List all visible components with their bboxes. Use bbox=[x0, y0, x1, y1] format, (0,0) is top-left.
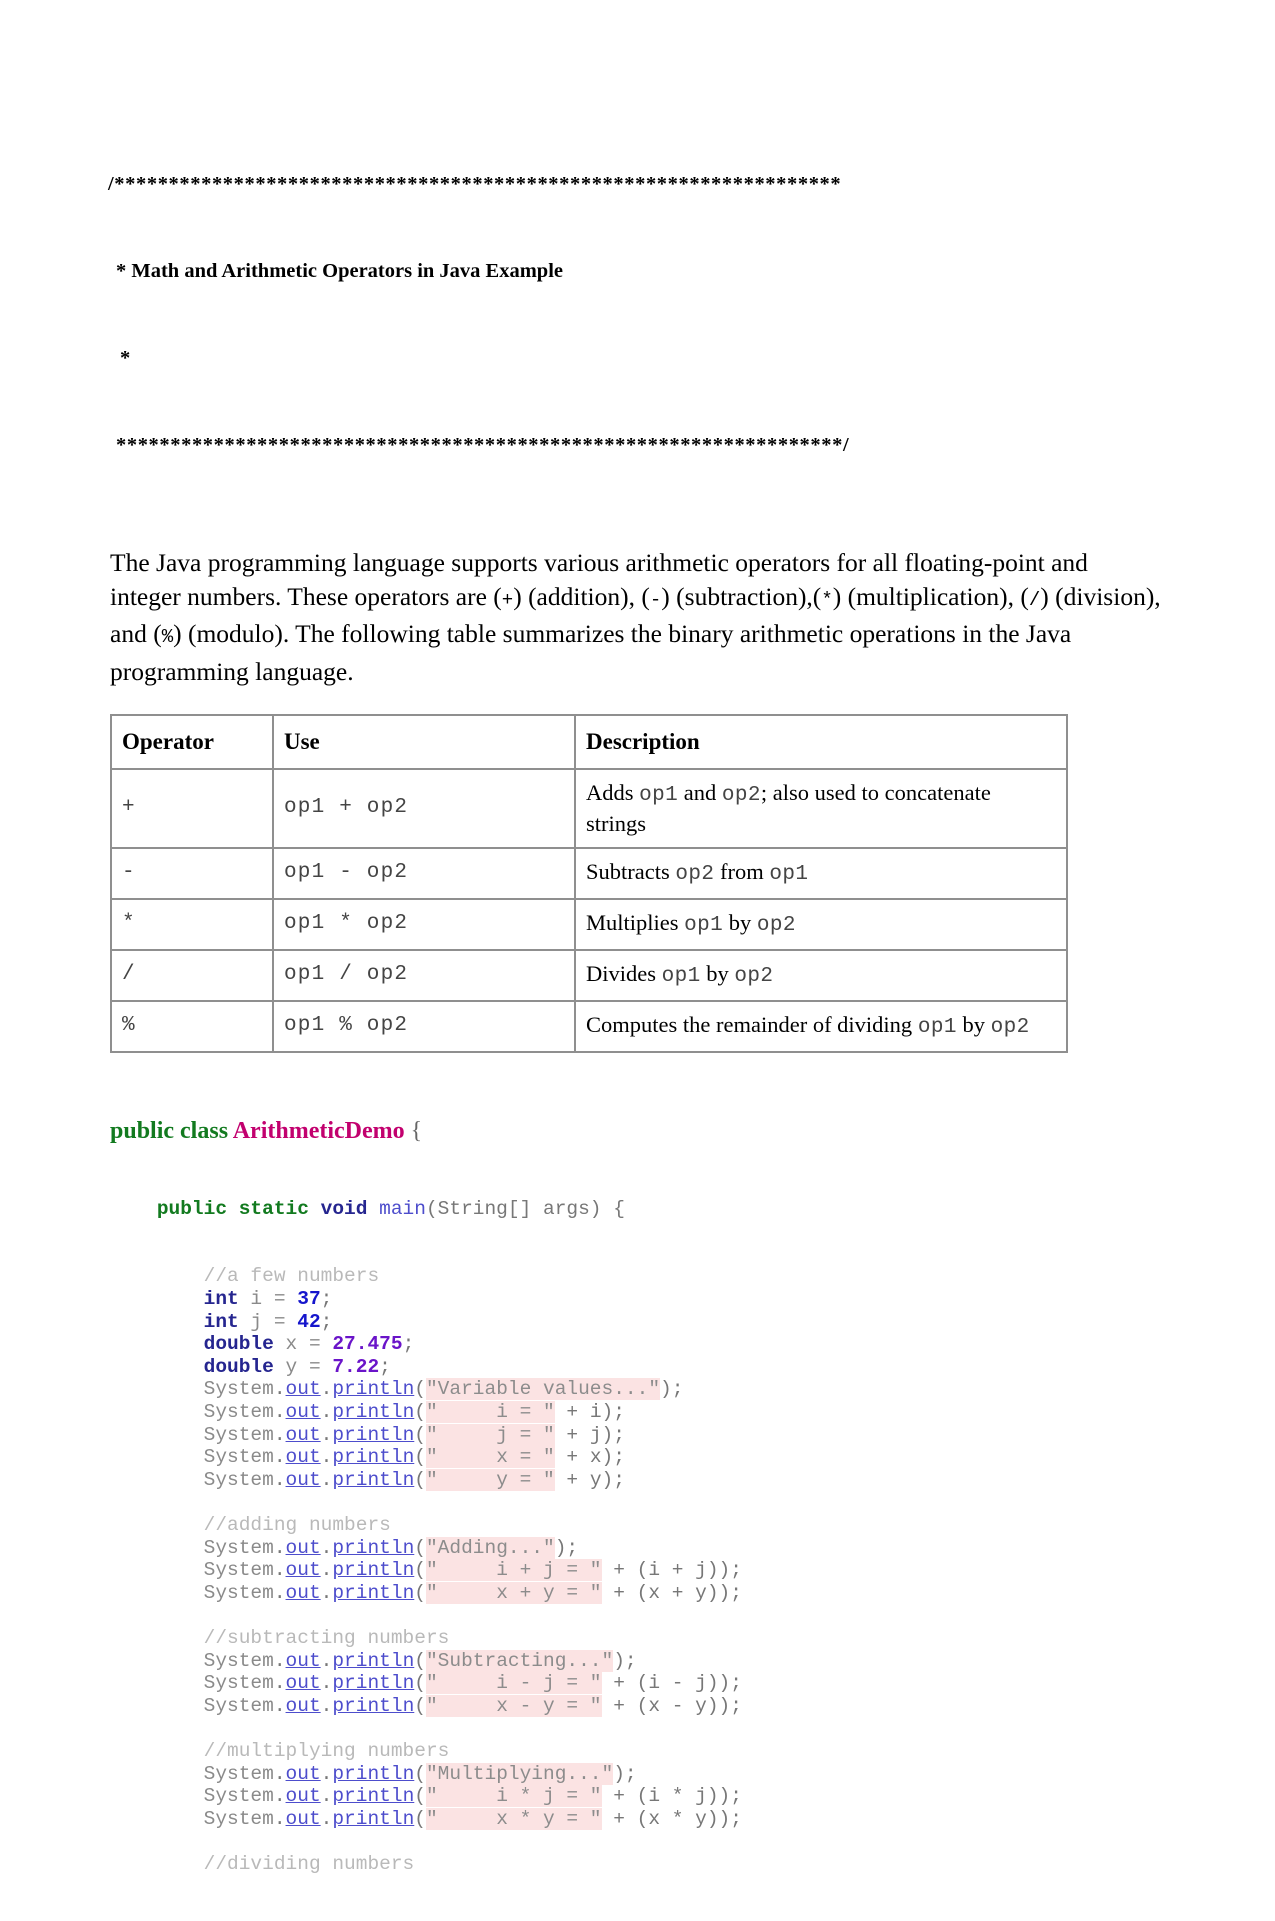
cell-description bbox=[575, 899, 1067, 950]
code-comment-text: //a few numbers bbox=[203, 1265, 380, 1288]
code-println-token: println bbox=[332, 1762, 415, 1785]
code-system-token: System bbox=[203, 1378, 274, 1401]
code-out-token: out bbox=[285, 1581, 321, 1604]
operator-percent-inline: % bbox=[161, 626, 174, 648]
code-open-paren: ( bbox=[414, 1536, 426, 1559]
code-open-paren: ( bbox=[414, 1401, 426, 1424]
code-indent bbox=[110, 1853, 204, 1875]
keyword-public-class: public class bbox=[110, 1117, 229, 1144]
code-declaration-line bbox=[110, 1288, 1165, 1311]
code-declaration-line bbox=[110, 1333, 1165, 1356]
code-type-keyword: double bbox=[203, 1333, 274, 1356]
code-comment-line bbox=[110, 1265, 1165, 1288]
class-declaration-line bbox=[110, 1115, 1165, 1147]
desc-operand-b: op1 bbox=[769, 862, 809, 886]
code-comment-line bbox=[110, 1514, 1165, 1537]
code-string-literal: " x = " bbox=[425, 1446, 555, 1469]
code-declaration-line bbox=[110, 1356, 1165, 1379]
code-println-token: println bbox=[332, 1468, 415, 1491]
class-name: ArithmeticDemo bbox=[232, 1117, 405, 1144]
code-println-line bbox=[110, 1808, 1165, 1831]
code-println-line bbox=[110, 1785, 1165, 1808]
code-println-token: println bbox=[332, 1694, 415, 1717]
code-dot-token: . bbox=[320, 1446, 333, 1469]
code-println-line bbox=[110, 1401, 1165, 1424]
code-number-literal: 7.22 bbox=[332, 1355, 380, 1378]
code-string-literal: " x + y = " bbox=[425, 1581, 602, 1604]
code-string-literal: " y = " bbox=[425, 1468, 555, 1491]
code-indent bbox=[110, 1740, 204, 1762]
cell-description bbox=[575, 1001, 1067, 1052]
keyword-public-static: public static bbox=[156, 1197, 309, 1220]
code-dot-token: . bbox=[273, 1694, 286, 1717]
code-string-literal: " i * j = " bbox=[425, 1785, 602, 1808]
code-out-token: out bbox=[285, 1694, 321, 1717]
code-dot-token: . bbox=[273, 1378, 286, 1401]
desc-pre: Divides bbox=[586, 960, 662, 986]
code-system-token: System bbox=[203, 1468, 274, 1491]
code-variable-assign: i = bbox=[238, 1288, 298, 1311]
code-out-token: out bbox=[285, 1468, 321, 1491]
intro-text-1: The Java programming language supports various arithmetic operators for all floating-point and integer numbers. These operators are ( bbox=[110, 548, 1088, 611]
code-statement-tail: + (x * y)); bbox=[601, 1807, 742, 1830]
comment-title-line bbox=[116, 257, 1165, 286]
code-indent bbox=[110, 1537, 204, 1559]
code-println-token: println bbox=[332, 1649, 415, 1672]
cell-use: op1 + op2 bbox=[273, 769, 575, 848]
code-comment-text: //multiplying numbers bbox=[203, 1739, 450, 1762]
code-println-token: println bbox=[332, 1785, 415, 1808]
code-system-token: System bbox=[203, 1649, 274, 1672]
code-string-literal: " j = " bbox=[425, 1423, 555, 1446]
code-indent bbox=[110, 1265, 204, 1287]
code-out-token: out bbox=[285, 1649, 321, 1672]
code-dot-token: . bbox=[320, 1762, 333, 1785]
code-println-line bbox=[110, 1469, 1165, 1492]
desc-operand-a: op1 bbox=[684, 913, 724, 937]
code-println-token: println bbox=[332, 1807, 415, 1830]
code-string-literal: "Subtracting..." bbox=[425, 1649, 614, 1672]
comment-stars-top: /******************************************************************* bbox=[108, 173, 842, 195]
desc-mid: from bbox=[714, 858, 770, 884]
code-comment-text: //adding numbers bbox=[203, 1514, 391, 1536]
code-dot-token: . bbox=[273, 1807, 286, 1830]
code-println-line bbox=[110, 1559, 1165, 1582]
operator-slash-inline: / bbox=[1028, 588, 1041, 611]
code-println-line bbox=[110, 1582, 1165, 1605]
code-dot-token: . bbox=[273, 1649, 286, 1672]
code-dot-token: . bbox=[320, 1694, 333, 1717]
code-indent bbox=[110, 1311, 204, 1333]
comment-star-glyph: * bbox=[116, 260, 127, 282]
desc-operand-a: op1 bbox=[917, 1015, 957, 1039]
code-dot-token: . bbox=[320, 1785, 333, 1808]
code-dot-token: . bbox=[273, 1672, 286, 1695]
code-indent bbox=[110, 1356, 204, 1378]
code-open-paren: ( bbox=[414, 1672, 426, 1695]
code-indent bbox=[110, 1333, 204, 1355]
keyword-void: void bbox=[320, 1197, 368, 1220]
main-method-line bbox=[110, 1198, 1165, 1221]
comment-title-text: Math and Arithmetic Operators in Java Example bbox=[131, 260, 563, 282]
method-name-main: main bbox=[379, 1197, 426, 1220]
code-statement-tail: + j); bbox=[554, 1423, 625, 1446]
code-println-token: println bbox=[332, 1559, 415, 1582]
code-statement-tail: + i); bbox=[554, 1401, 625, 1424]
code-statement-end: ; bbox=[402, 1333, 415, 1356]
code-println-line bbox=[110, 1378, 1165, 1401]
code-system-token: System bbox=[203, 1581, 274, 1604]
code-type-keyword: int bbox=[203, 1288, 239, 1311]
table-row bbox=[111, 899, 1067, 950]
code-println-token: println bbox=[332, 1401, 415, 1424]
table-row bbox=[111, 848, 1067, 899]
code-statement-end: ; bbox=[379, 1355, 391, 1378]
desc-operand-b: op2 bbox=[990, 1015, 1030, 1039]
code-blank-line bbox=[110, 1717, 1165, 1740]
code-statement-tail: ); bbox=[613, 1762, 637, 1785]
cell-operator: / bbox=[111, 950, 273, 1001]
desc-operand-b: op2 bbox=[734, 964, 774, 988]
code-statement-tail: + (i + j)); bbox=[601, 1559, 742, 1582]
code-out-token: out bbox=[285, 1762, 321, 1785]
intro-text-4: ) (multiplication), ( bbox=[832, 581, 1029, 611]
table-header-row bbox=[111, 715, 1067, 769]
main-indent bbox=[110, 1198, 157, 1220]
cell-description bbox=[575, 848, 1067, 899]
intro-text-2: ) (addition), ( bbox=[513, 581, 650, 611]
code-indent bbox=[110, 1469, 204, 1491]
code-dot-token: . bbox=[320, 1559, 333, 1582]
cell-operator: % bbox=[111, 1001, 273, 1052]
code-indent bbox=[110, 1763, 204, 1785]
code-dot-token: . bbox=[320, 1807, 333, 1830]
comment-stars-bottom: *******************************************************************/ bbox=[116, 434, 850, 456]
code-println-token: println bbox=[332, 1423, 415, 1446]
cell-use: op1 % op2 bbox=[273, 1001, 575, 1052]
code-indent bbox=[110, 1695, 204, 1717]
desc-operand-b: op2 bbox=[721, 783, 761, 807]
code-blank-line bbox=[110, 1830, 1165, 1853]
code-dot-token: . bbox=[273, 1785, 286, 1808]
code-indent bbox=[110, 1785, 204, 1807]
cell-operator: * bbox=[111, 899, 273, 950]
code-println-token: println bbox=[332, 1446, 415, 1469]
table-head bbox=[111, 715, 1067, 769]
code-comment-line bbox=[110, 1853, 1165, 1876]
code-indent bbox=[110, 1672, 204, 1694]
code-string-literal: " i - j = " bbox=[425, 1672, 602, 1695]
code-string-literal: " x - y = " bbox=[425, 1694, 602, 1717]
code-comment-text: //subtracting numbers bbox=[203, 1626, 450, 1649]
desc-pre: Subtracts bbox=[586, 858, 676, 884]
code-open-paren: ( bbox=[414, 1762, 426, 1785]
code-statement-tail: ); bbox=[613, 1649, 637, 1672]
operator-minus-inline: - bbox=[649, 588, 662, 611]
operator-plus-inline: + bbox=[501, 588, 514, 611]
code-system-token: System bbox=[203, 1762, 274, 1785]
operators-table bbox=[110, 714, 1068, 1053]
code-number-literal: 42 bbox=[297, 1310, 321, 1333]
desc-mid: by bbox=[956, 1011, 991, 1037]
code-statement-end: ; bbox=[320, 1288, 333, 1311]
code-statement-tail: + (i * j)); bbox=[601, 1785, 742, 1808]
code-out-token: out bbox=[285, 1423, 321, 1446]
code-dot-token: . bbox=[320, 1672, 333, 1695]
desc-operand-a: op1 bbox=[661, 964, 701, 988]
code-statement-end: ; bbox=[320, 1310, 333, 1333]
table-body bbox=[111, 769, 1067, 1052]
code-type-keyword: int bbox=[203, 1310, 239, 1333]
cell-use: op1 / op2 bbox=[273, 950, 575, 1001]
code-println-line bbox=[110, 1424, 1165, 1447]
code-indent bbox=[110, 1808, 204, 1830]
code-statement-tail: + x); bbox=[554, 1446, 625, 1469]
intro-text-3: ) (subtraction),( bbox=[661, 581, 822, 611]
code-out-token: out bbox=[285, 1536, 321, 1559]
code-dot-token: . bbox=[320, 1423, 333, 1446]
code-open-paren: ( bbox=[414, 1649, 426, 1672]
code-dot-token: . bbox=[320, 1401, 333, 1424]
code-println-line bbox=[110, 1446, 1165, 1469]
code-variable-assign: x = bbox=[273, 1333, 333, 1356]
code-dot-token: . bbox=[273, 1401, 286, 1424]
code-statement-tail: + y); bbox=[554, 1468, 625, 1491]
cell-use: op1 - op2 bbox=[273, 848, 575, 899]
code-dot-token: . bbox=[273, 1559, 286, 1582]
code-body bbox=[110, 1153, 1165, 1921]
code-open-paren: ( bbox=[414, 1581, 426, 1604]
code-indent bbox=[110, 1559, 204, 1581]
code-indent bbox=[110, 1650, 204, 1672]
code-open-paren: ( bbox=[414, 1378, 426, 1401]
code-statement-tail: + (i - j)); bbox=[601, 1672, 742, 1695]
code-statement-tail: ); bbox=[554, 1536, 579, 1559]
desc-operand-a: op1 bbox=[639, 783, 679, 807]
desc-pre: Adds bbox=[586, 779, 640, 805]
code-comment-line bbox=[110, 1740, 1165, 1763]
table-row bbox=[111, 1001, 1067, 1052]
code-indent bbox=[110, 1627, 204, 1649]
code-println-token: println bbox=[332, 1536, 415, 1559]
code-indent bbox=[110, 1582, 204, 1604]
desc-operand-a: op2 bbox=[675, 862, 715, 886]
code-dot-token: . bbox=[320, 1536, 333, 1559]
desc-operand-b: op2 bbox=[756, 913, 796, 937]
desc-post: ; also used to concatenate strings bbox=[586, 779, 991, 836]
code-indent bbox=[110, 1378, 204, 1400]
intro-paragraph bbox=[110, 546, 1165, 688]
code-string-literal: " i + j = " bbox=[425, 1559, 602, 1582]
code-open-paren: ( bbox=[414, 1423, 426, 1446]
code-string-literal: "Multiplying..." bbox=[425, 1762, 614, 1785]
column-header-use: Use bbox=[273, 715, 575, 769]
code-listing bbox=[110, 1115, 1165, 1921]
column-header-description: Description bbox=[575, 715, 1067, 769]
code-println-token: println bbox=[332, 1581, 415, 1604]
code-out-token: out bbox=[285, 1378, 321, 1401]
code-system-token: System bbox=[203, 1401, 274, 1424]
code-dot-token: . bbox=[273, 1762, 286, 1785]
code-println-line bbox=[110, 1695, 1165, 1718]
code-println-line bbox=[110, 1650, 1165, 1673]
code-dot-token: . bbox=[273, 1423, 286, 1446]
code-out-token: out bbox=[285, 1785, 321, 1808]
desc-mid: by bbox=[723, 909, 757, 935]
code-system-token: System bbox=[203, 1672, 274, 1695]
code-out-token: out bbox=[285, 1559, 321, 1582]
code-println-line bbox=[110, 1763, 1165, 1786]
header-comment-block bbox=[110, 112, 1165, 518]
cell-operator: + bbox=[111, 769, 273, 848]
desc-pre: Multiplies bbox=[586, 909, 685, 935]
code-dot-token: . bbox=[320, 1378, 333, 1401]
code-comment-line bbox=[110, 1627, 1165, 1650]
code-open-paren: ( bbox=[414, 1785, 426, 1808]
table-row bbox=[111, 950, 1067, 1001]
code-statement-tail: ); bbox=[660, 1378, 684, 1401]
code-blank-line bbox=[110, 1604, 1165, 1627]
code-indent bbox=[110, 1424, 204, 1446]
cell-description bbox=[575, 769, 1067, 848]
code-declaration-line bbox=[110, 1311, 1165, 1334]
open-brace: { bbox=[410, 1117, 423, 1144]
code-blank-line bbox=[110, 1491, 1165, 1514]
cell-use: op1 * op2 bbox=[273, 899, 575, 950]
code-system-token: System bbox=[203, 1423, 274, 1446]
code-out-token: out bbox=[285, 1807, 321, 1830]
code-statement-tail: + (x + y)); bbox=[601, 1581, 742, 1604]
code-open-paren: ( bbox=[414, 1468, 426, 1491]
code-out-token: out bbox=[285, 1672, 321, 1695]
code-dot-token: . bbox=[273, 1581, 286, 1604]
code-dot-token: . bbox=[320, 1581, 333, 1604]
code-system-token: System bbox=[203, 1694, 274, 1717]
intro-text-5: ) (division), and ( bbox=[110, 581, 1161, 648]
code-string-literal: "Variable values..." bbox=[425, 1378, 661, 1401]
code-indent bbox=[110, 1401, 204, 1423]
code-statement-lines bbox=[110, 1265, 1165, 1875]
code-string-literal: "Adding..." bbox=[425, 1536, 555, 1559]
code-indent bbox=[110, 1446, 204, 1468]
code-println-token: println bbox=[332, 1672, 415, 1695]
desc-mid: by bbox=[700, 960, 735, 986]
code-open-paren: ( bbox=[414, 1807, 426, 1830]
desc-pre: Computes the remainder of dividing bbox=[586, 1011, 918, 1037]
operator-star-inline: * bbox=[821, 588, 833, 611]
code-println-line bbox=[110, 1537, 1165, 1560]
code-number-literal: 27.475 bbox=[332, 1333, 403, 1356]
code-open-paren: ( bbox=[414, 1446, 426, 1469]
code-variable-assign: y = bbox=[273, 1355, 333, 1378]
code-indent bbox=[110, 1514, 204, 1536]
code-variable-assign: j = bbox=[238, 1310, 298, 1333]
code-system-token: System bbox=[203, 1807, 274, 1830]
code-system-token: System bbox=[203, 1559, 274, 1582]
code-string-literal: " x * y = " bbox=[425, 1807, 602, 1830]
desc-mid: and bbox=[678, 779, 722, 805]
code-indent bbox=[110, 1288, 204, 1310]
column-header-operator: Operator bbox=[111, 715, 273, 769]
cell-description bbox=[575, 950, 1067, 1001]
code-dot-token: . bbox=[273, 1536, 286, 1559]
code-open-paren: ( bbox=[414, 1694, 426, 1717]
code-println-token: println bbox=[332, 1378, 415, 1401]
code-out-token: out bbox=[285, 1446, 321, 1469]
code-system-token: System bbox=[203, 1536, 274, 1559]
code-string-literal: " i = " bbox=[425, 1401, 555, 1424]
code-dot-token: . bbox=[320, 1649, 333, 1672]
code-comment-text: //dividing numbers bbox=[203, 1852, 415, 1875]
table-row bbox=[111, 769, 1067, 848]
main-params: (String[] args) { bbox=[425, 1197, 625, 1220]
code-open-paren: ( bbox=[414, 1559, 426, 1582]
code-number-literal: 37 bbox=[297, 1288, 321, 1311]
code-system-token: System bbox=[203, 1785, 274, 1808]
code-dot-token: . bbox=[320, 1468, 333, 1491]
code-dot-token: . bbox=[273, 1446, 286, 1469]
code-println-line bbox=[110, 1672, 1165, 1695]
cell-operator: - bbox=[111, 848, 273, 899]
code-out-token: out bbox=[285, 1401, 321, 1424]
code-dot-token: . bbox=[273, 1468, 286, 1491]
comment-star-line: * bbox=[120, 347, 131, 369]
intro-text-6: ) (modulo). The following table summarizes the binary arithmetic operations in the Java programming language. bbox=[110, 619, 1072, 686]
code-statement-tail: + (x - y)); bbox=[601, 1694, 742, 1717]
code-system-token: System bbox=[203, 1446, 274, 1469]
code-type-keyword: double bbox=[203, 1355, 274, 1378]
